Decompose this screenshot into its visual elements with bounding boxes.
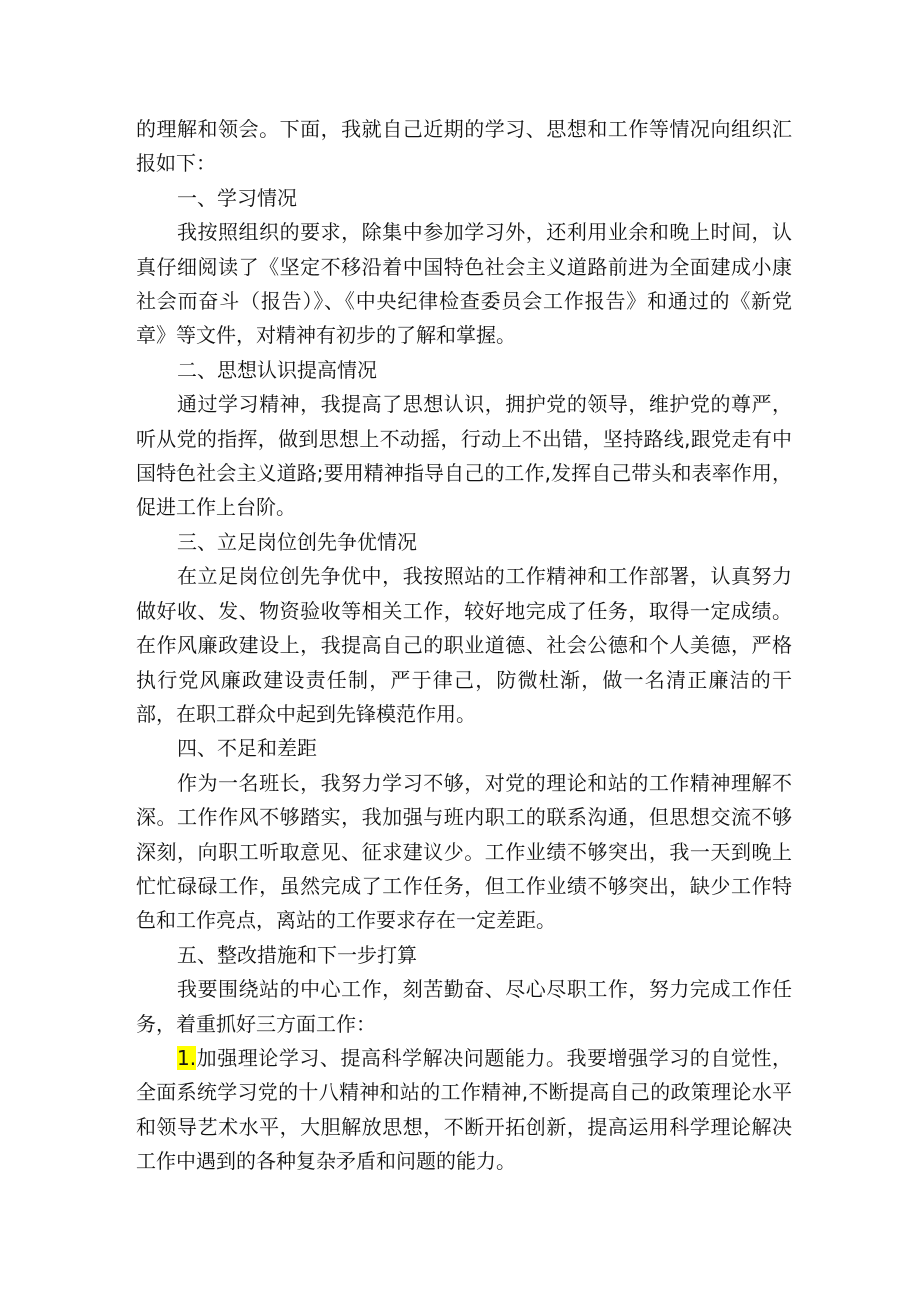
paragraph-thinking: 通过学习精神，我提高了思想认识，拥护党的领导，维护党的尊严，听从党的指挥，做到思想上不动摇，行动上不出错，坚持路线,跟党走有中国特色社会主义道路;要用精神指导自己的工作,发挥自己带头和表率作用，促进工作上台阶。 <box>136 392 792 520</box>
item-number-highlight: 1. <box>177 1045 197 1070</box>
section-heading-study: 一、学习情况 <box>177 185 297 210</box>
section-heading-post: 三、立足岗位创先争优情况 <box>177 529 417 554</box>
paragraph-study: 我按照组织的要求，除集中参加学习外，还利用业余和晚上时间，认真仔细阅读了《坚定不移沿着中国特色社会主义道路前进为全面建成小康社会而奋斗（报告）》、《中央纪律检查委员会工作报告》和通过的《新党章》等文件，对精神有初步的了解和掌握。 <box>136 220 792 348</box>
paragraph-intro: 的理解和领会。下面，我就自己近期的学习、思想和工作等情况向组织汇报如下： <box>136 117 792 176</box>
section-heading-thinking: 二、思想认识提高情况 <box>177 357 377 382</box>
paragraph-measures: 我要围绕站的中心工作，刻苦勤奋、尽心尽职工作，努力完成工作任务，着重抓好三方面工作： <box>136 977 792 1036</box>
item-text: 加强理论学习、提高科学解决问题能力。我要增强学习的自觉性，全面系统学习党的十八精神和站的工作精神,不断提高自己的政策理论水平和领导艺术水平，大胆解放思想，不断开拓创新，提高运用科学理论解决工作中遇到的各种复杂矛盾和问题的能力。 <box>136 1045 792 1174</box>
numbered-item-1 <box>136 1041 792 1179</box>
document-body <box>136 112 792 1179</box>
paragraph-post: 在立足岗位创先争优中，我按照站的工作精神和工作部署，认真努力做好收、发、物资验收等相关工作，较好地完成了任务，取得一定成绩。在作风廉政建设上，我提高自己的职业道德、社会公德和个人美德，严格执行党风廉政建设责任制，严于律己，防微杜渐，做一名清正廉洁的干部，在职工群众中起到先锋模范作用。 <box>136 564 792 726</box>
paragraph-shortcomings: 作为一名班长，我努力学习不够，对党的理论和站的工作精神理解不深。工作作风不够踏实，我加强与班内职工的联系沟通，但思想交流不够深刻，向职工听取意见、征求建议少。工作业绩不够突出，我一天到晚上忙忙碌碌工作，虽然完成了工作任务，但工作业绩不够突出，缺少工作特色和工作亮点，离站的工作要求存在一定差距。 <box>136 770 792 933</box>
section-heading-shortcomings: 四、不足和差距 <box>177 736 317 761</box>
section-heading-measures: 五、整改措施和下一步打算 <box>177 942 417 967</box>
